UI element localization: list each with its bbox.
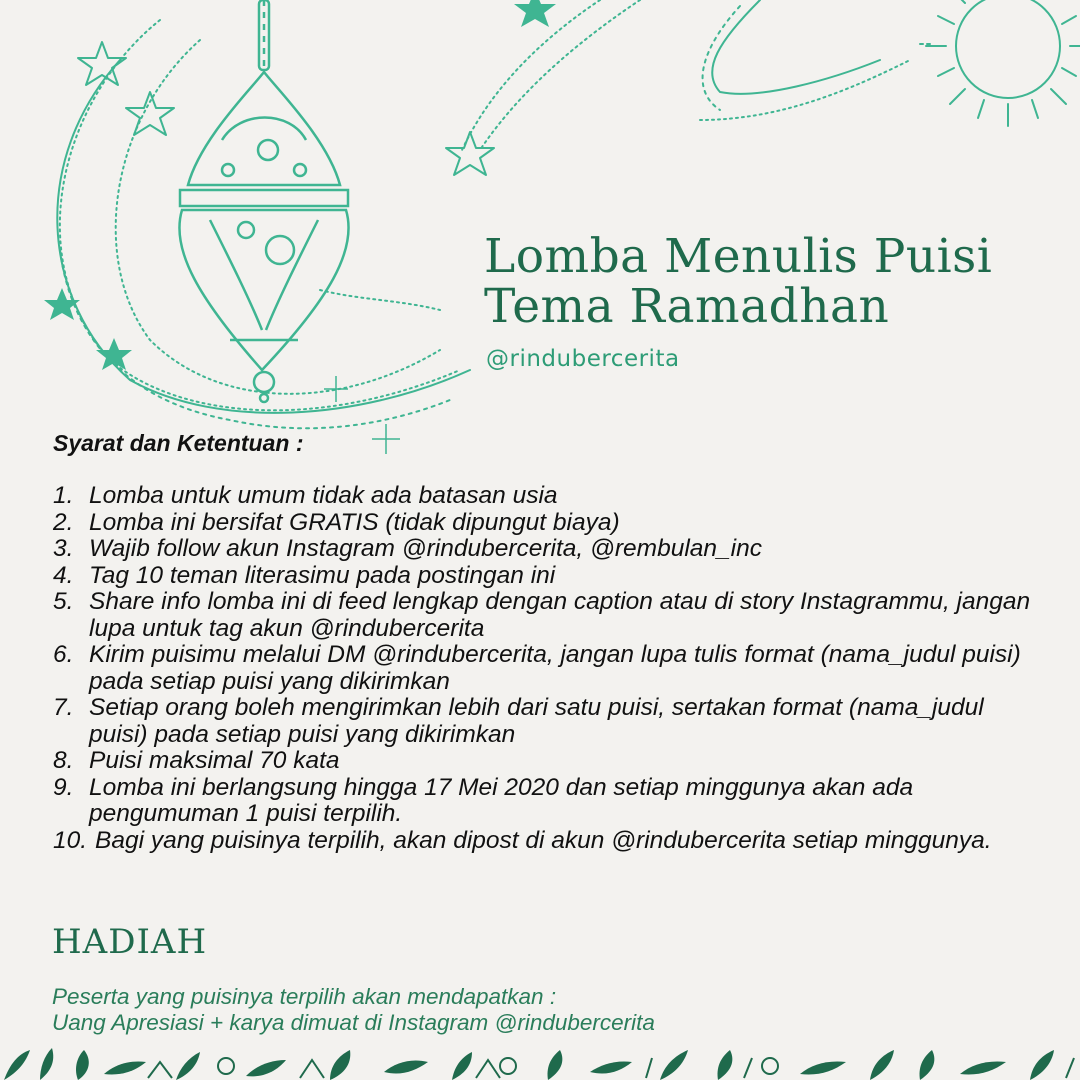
- item-number: 5.: [53, 588, 74, 615]
- sun-icon: [920, 0, 1080, 126]
- item-text: Setiap orang boleh mengirimkan lebih dari satu puisi, sertakan format (nama_judul puisi) pada setiap puisi yang dikirimkan: [89, 694, 984, 748]
- item-number: 2.: [53, 508, 74, 536]
- list-item: [53, 563, 1043, 590]
- item-text: Lomba untuk umum tidak ada batasan usia: [89, 482, 558, 509]
- list-item: [53, 589, 1043, 642]
- item-text: Puisi maksimal 70 kata: [89, 747, 340, 774]
- terms-heading: Syarat dan Ketentuan :: [53, 430, 304, 456]
- item-text: Lomba ini berlangsung hingga 17 Mei 2020 dan setiap minggunya akan ada pengumuman 1 puisi terpilih.: [89, 773, 914, 827]
- star-icon: [446, 132, 494, 175]
- list-item: [53, 483, 1043, 510]
- item-number: 3.: [53, 535, 74, 562]
- list-item: [53, 510, 1043, 537]
- leaf-border-icon: [0, 1044, 1080, 1080]
- prize-heading: HADIAH: [52, 922, 208, 962]
- instagram-handle: @rindubercerita: [486, 346, 680, 372]
- item-number: 8.: [53, 747, 74, 774]
- list-item: [53, 695, 1043, 748]
- prize-line-1: Peserta yang puisinya terpilih akan mendapatkan :: [52, 984, 557, 1009]
- item-number: 6.: [53, 641, 74, 668]
- shooting-star-icon: [462, 0, 910, 150]
- item-text: Tag 10 teman literasimu pada postingan ini: [89, 561, 556, 589]
- list-item: [53, 642, 1043, 695]
- item-text: Bagi yang puisinya terpilih, akan dipost di akun @rindubercerita setiap minggunya.: [95, 826, 992, 854]
- star-icon: [514, 0, 556, 27]
- item-number: 7.: [53, 694, 74, 721]
- item-text: Kirim puisimu melalui DM @rindubercerita, jangan lupa tulis format (nama_judul puisi) pada setiap puisi yang dikirimkan: [89, 641, 1021, 695]
- lantern-icon: [179, 0, 348, 402]
- star-icon: [78, 42, 126, 85]
- title-line-1: Lomba Menulis Puisi: [484, 229, 993, 284]
- item-text: Lomba ini bersifat GRATIS (tidak dipungut biaya): [89, 508, 620, 536]
- item-number: 1.: [53, 482, 74, 509]
- list-item: [53, 828, 1043, 855]
- terms-list: [53, 483, 1043, 854]
- item-text: Wajib follow akun Instagram @rindubercerita, @rembulan_inc: [89, 535, 762, 562]
- item-text: Share info lomba ini di feed lengkap dengan caption atau di story Instagrammu, jangan lupa untuk tag akun @rindubercerita: [89, 588, 1031, 642]
- star-icon: [44, 288, 80, 320]
- list-item: [53, 748, 1043, 775]
- item-number: 9.: [53, 773, 74, 801]
- item-number: 10.: [53, 826, 88, 854]
- prize-description: [52, 984, 655, 1036]
- title-line-2: Tema Ramadhan: [484, 279, 890, 334]
- star-icon: [126, 92, 174, 135]
- item-number: 4.: [53, 561, 74, 589]
- page-title: [484, 229, 993, 334]
- list-item: [53, 775, 1043, 828]
- list-item: [53, 536, 1043, 563]
- prize-line-2: Uang Apresiasi + karya dimuat di Instagram @rindubercerita: [52, 1010, 655, 1035]
